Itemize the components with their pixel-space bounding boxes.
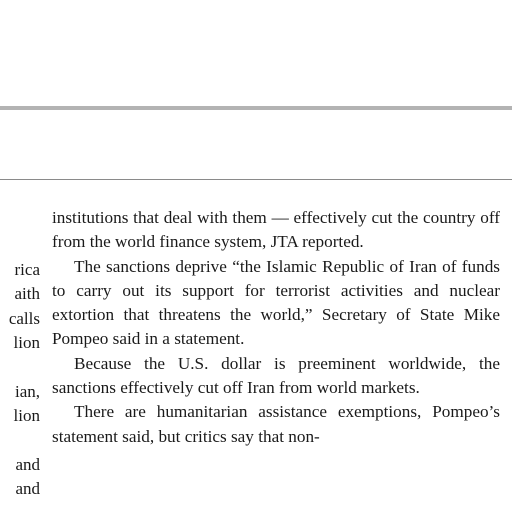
left-column-fragment: rica (14, 260, 40, 279)
left-column-fragment: lion (13, 333, 40, 352)
left-column-fragment: ian, (14, 382, 40, 401)
article-paragraph: institutions that deal with them — effectively cut the country off from the world finance system, JTA reported. (52, 208, 500, 252)
left-column-cropped (0, 0, 40, 512)
section-divider-rule (0, 179, 512, 180)
left-column-fragment: lion (13, 406, 40, 425)
left-column-fragment: and (15, 455, 40, 474)
article-paragraph: The sanctions deprive “the Islamic Republic of Iran of funds to carry out its support for terrorist activities and nuclear extortion that threatens the world,” Secretary of State Mike Pompeo said in a statement. (52, 256, 500, 349)
article-paragraph: Because the U.S. dollar is preeminent worldwide, the sanctions effectively cut off Iran from world markets. (52, 353, 500, 398)
top-horizontal-rule (0, 106, 512, 110)
left-column-fragment: and (15, 479, 40, 498)
article-paragraph: There are humanitarian assistance exemptions, Pompeo’s statement said, but critics say that non- (52, 402, 500, 446)
left-column-fragment: calls (8, 309, 40, 328)
left-column-fragment: aith (14, 284, 40, 303)
article-body-column (52, 206, 500, 449)
